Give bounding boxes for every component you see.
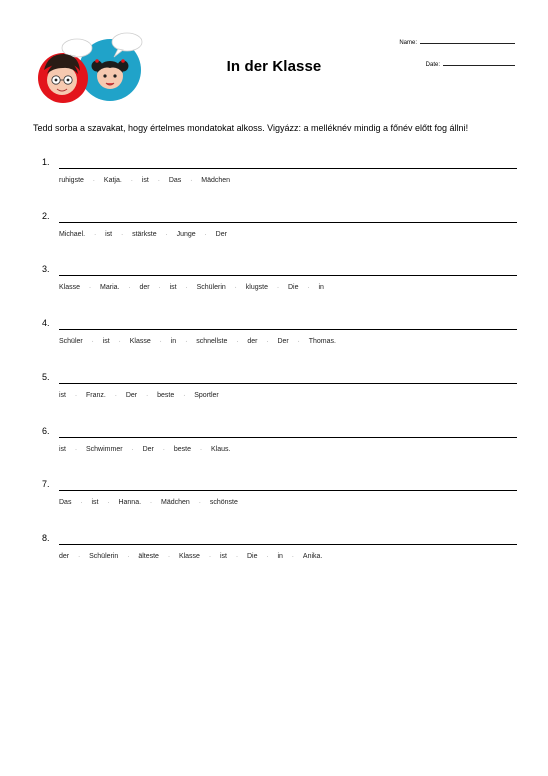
word-separator: · — [276, 285, 279, 292]
word-chip: ist — [59, 391, 66, 399]
word-chip: Klaus. — [210, 445, 231, 453]
word-chip: Schülerin — [196, 284, 226, 292]
word-chip: ist — [91, 499, 99, 507]
word-chip: beste — [173, 445, 191, 453]
word-chip: in — [277, 552, 283, 560]
word-separator: · — [131, 446, 134, 453]
exercise-number: 1. — [42, 157, 50, 167]
answer-line[interactable] — [59, 437, 517, 438]
word-separator: · — [266, 339, 269, 346]
word-chip: Junge — [176, 230, 196, 238]
scrambled-words — [59, 553, 322, 560]
word-chip: Michael. — [59, 230, 86, 238]
word-separator: · — [89, 285, 92, 292]
answer-line[interactable] — [59, 544, 517, 545]
exercise-number: 7. — [42, 479, 50, 490]
answer-line[interactable] — [59, 222, 517, 223]
word-separator: · — [92, 178, 95, 184]
word-chip: Klasse — [59, 284, 81, 292]
word-separator: · — [199, 446, 202, 453]
name-label: Name: — [399, 40, 417, 46]
word-chip: Das — [168, 177, 182, 184]
word-chip: schnellste — [196, 338, 228, 346]
word-separator: · — [159, 339, 162, 346]
word-separator: · — [130, 178, 133, 184]
word-separator: · — [185, 339, 188, 346]
word-separator: · — [297, 339, 300, 346]
date-field[interactable] — [426, 59, 515, 68]
word-chip: Der — [125, 391, 138, 399]
exercise-item — [0, 318, 548, 358]
scrambled-words — [59, 177, 230, 184]
word-chip: ist — [219, 552, 227, 560]
word-chip: Katja. — [103, 177, 122, 184]
exercise-number: 4. — [42, 318, 50, 329]
word-chip: Anika. — [302, 552, 323, 560]
word-separator: · — [167, 553, 170, 560]
word-chip: ist — [102, 338, 110, 346]
word-separator: · — [208, 553, 211, 560]
word-chip: beste — [157, 391, 175, 399]
word-chip: klugste — [245, 284, 268, 292]
word-separator: · — [94, 231, 97, 238]
exercise-number: 5. — [42, 371, 50, 382]
word-chip: Sportler — [194, 391, 219, 399]
exercise-item — [0, 264, 548, 304]
scrambled-words — [59, 231, 227, 238]
word-chip: ist — [141, 177, 149, 184]
exercise-number: 6. — [42, 425, 50, 436]
scrambled-words — [59, 284, 324, 291]
scrambled-words — [59, 499, 238, 506]
word-chip: in — [318, 284, 324, 292]
instructions-text: Tedd sorba a szavakat, hogy értelmes mondatokat alkoss. Vigyázz: a melléknév mindig a főnév előtt fog állni! — [33, 123, 469, 133]
exercise-item — [0, 533, 548, 573]
exercise-item — [0, 157, 548, 197]
word-separator: · — [235, 553, 238, 560]
answer-line[interactable] — [59, 490, 517, 491]
answer-line[interactable] — [59, 275, 517, 276]
word-chip: Hanna. — [118, 499, 142, 507]
name-blank-line[interactable] — [420, 37, 515, 44]
word-separator: · — [118, 339, 121, 346]
scrambled-words — [59, 392, 219, 399]
scrambled-words — [59, 446, 230, 453]
word-separator: · — [91, 339, 94, 346]
word-chip: der — [139, 284, 150, 292]
word-chip: Klasse — [178, 552, 200, 560]
exercise-number: 8. — [42, 532, 50, 543]
word-chip: ruhigste — [59, 177, 84, 184]
name-field[interactable] — [399, 37, 515, 46]
word-chip: Der — [215, 230, 227, 238]
answer-line[interactable] — [59, 329, 517, 330]
word-chip: der — [59, 552, 70, 560]
word-chip: ist — [105, 230, 113, 238]
word-chip: Mädchen — [201, 177, 231, 184]
word-separator: · — [107, 500, 110, 507]
date-blank-line[interactable] — [443, 59, 515, 66]
page-title: In der Klasse — [226, 58, 322, 75]
exercise-number: 2. — [42, 210, 50, 221]
exercise-item — [0, 372, 548, 412]
word-separator: · — [165, 231, 168, 238]
word-chip: Schwimmer — [86, 445, 123, 453]
word-chip: Schüler — [59, 338, 83, 346]
word-separator: · — [75, 392, 77, 399]
word-chip: schönste — [209, 499, 238, 507]
word-separator: · — [146, 392, 149, 399]
word-chip: ist — [59, 445, 66, 453]
word-separator: · — [150, 500, 153, 507]
word-separator: · — [185, 285, 188, 292]
exercise-item — [0, 211, 548, 251]
word-chip: in — [170, 338, 177, 346]
date-label: Date: — [425, 62, 440, 68]
word-separator: · — [127, 553, 130, 560]
word-separator: · — [190, 178, 193, 184]
word-chip: Maria. — [100, 284, 120, 292]
word-chip: Klasse — [129, 338, 151, 346]
word-chip: Thomas. — [308, 338, 336, 346]
exercise-number: 3. — [42, 264, 50, 275]
word-separator: · — [198, 500, 201, 507]
word-separator: · — [158, 285, 161, 292]
word-chip: ist — [169, 284, 177, 292]
word-separator: · — [128, 285, 131, 292]
word-separator: · — [236, 339, 239, 346]
answer-line[interactable] — [59, 383, 517, 384]
word-separator: · — [78, 553, 81, 560]
word-separator: · — [291, 553, 294, 560]
word-separator: · — [75, 446, 77, 453]
word-chip: älteste — [138, 552, 159, 560]
word-separator: · — [121, 231, 124, 238]
word-separator: · — [266, 553, 269, 560]
word-chip: Das — [59, 499, 72, 507]
word-chip: Der — [142, 445, 154, 453]
word-separator: · — [234, 285, 237, 292]
word-separator: · — [204, 231, 207, 238]
scrambled-words — [59, 338, 336, 345]
word-separator: · — [307, 285, 310, 292]
word-chip: Franz. — [86, 391, 106, 399]
word-separator: · — [162, 446, 165, 453]
word-chip: Die — [287, 284, 299, 292]
exercise-item — [0, 426, 548, 466]
word-chip: Mädchen — [161, 499, 190, 507]
word-chip: der — [247, 338, 258, 346]
word-chip: stärkste — [132, 230, 157, 238]
word-separator: · — [157, 178, 160, 184]
word-separator: · — [183, 392, 186, 399]
word-chip: Die — [246, 552, 258, 560]
exercise-item — [0, 479, 548, 519]
word-separator: · — [80, 500, 83, 507]
word-chip: Der — [277, 338, 289, 346]
word-separator: · — [114, 392, 117, 399]
word-chip: Schülerin — [89, 552, 119, 560]
answer-line[interactable] — [59, 168, 517, 169]
